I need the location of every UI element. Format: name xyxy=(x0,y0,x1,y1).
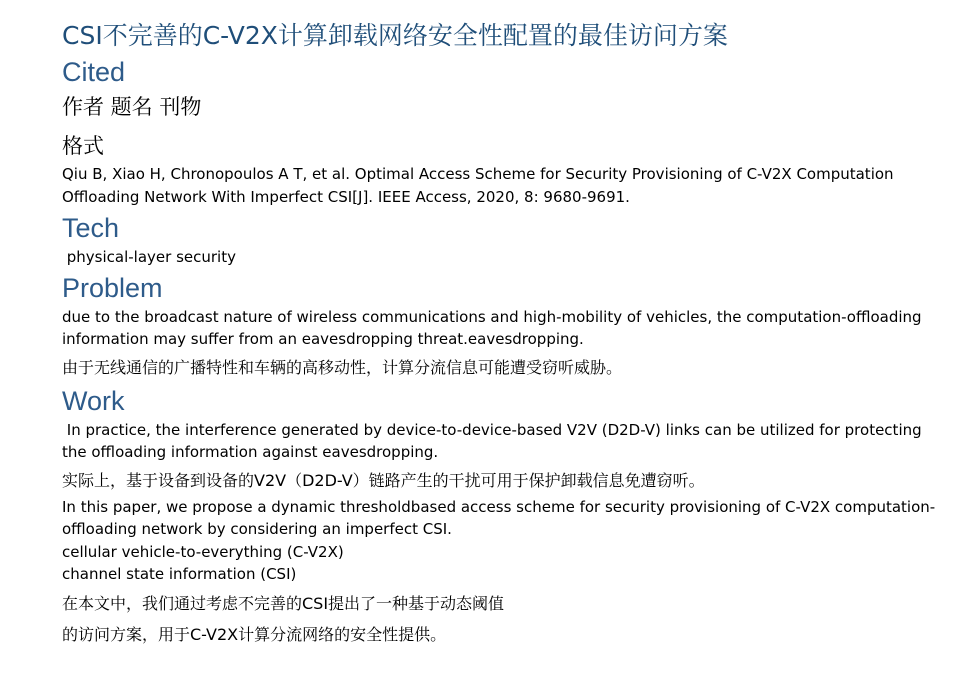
work-para1-en: In practice, the interference generated by device-to-device-based V2V (D2D-V) links can be utilized for protecting the offloading information against eavesdropping. xyxy=(62,420,927,461)
work-para2-en: In this paper, we propose a dynamic thresholdbased access scheme for security provisioning of C-V2X computation-offloading network by considering an imperfect CSI. xyxy=(62,497,936,538)
work-para2-cn-line2: 的访问方案，用于C-V2X计算分流网络的安全性提供。 xyxy=(62,624,447,644)
problem-text-en: due to the broadcast nature of wireless communications and high-mobility of vehicles, the computation-offloading information may suffer from an eavesdropping threat.eavesdropping. xyxy=(62,307,922,348)
citation-text: Qiu B, Xiao H, Chronopoulos A T, et al. Optimal Access Scheme for Security Provisioning of C-V2X Computation Offloading Network With Imperfect CSI[J]. IEEE Access, 2020, 8: 9680-9691. xyxy=(62,165,894,206)
cited-format-label: 格式 xyxy=(62,134,104,158)
cited-columns-label: 作者 题名 刊物 xyxy=(62,95,202,119)
document-body xyxy=(62,18,942,648)
problem-text-cn: 由于无线通信的广播特性和车辆的高移动性，计算分流信息可能遭受窃听威胁。 xyxy=(62,357,623,377)
problem-heading: Problem xyxy=(62,272,163,303)
work-para1-cn: 实际上，基于设备到设备的V2V（D2D-V）链路产生的干扰可用于保护卸载信息免遭窃听。 xyxy=(62,470,705,490)
work-heading: Work xyxy=(62,385,125,416)
term-csi: channel state information (CSI) xyxy=(62,565,297,583)
tech-text: physical-layer security xyxy=(62,248,236,266)
tech-heading: Tech xyxy=(62,213,120,243)
term-cv2x: cellular vehicle-to-everything (C-V2X) xyxy=(62,542,344,561)
document-title: CSI不完善的C-V2X计算卸载网络安全性配置的最佳访问方案 xyxy=(62,21,728,50)
work-para2-cn-line1: 在本文中，我们通过考虑不完善的CSI提出了一种基于动态阈值 xyxy=(62,593,505,613)
cited-heading: Cited xyxy=(62,57,126,87)
